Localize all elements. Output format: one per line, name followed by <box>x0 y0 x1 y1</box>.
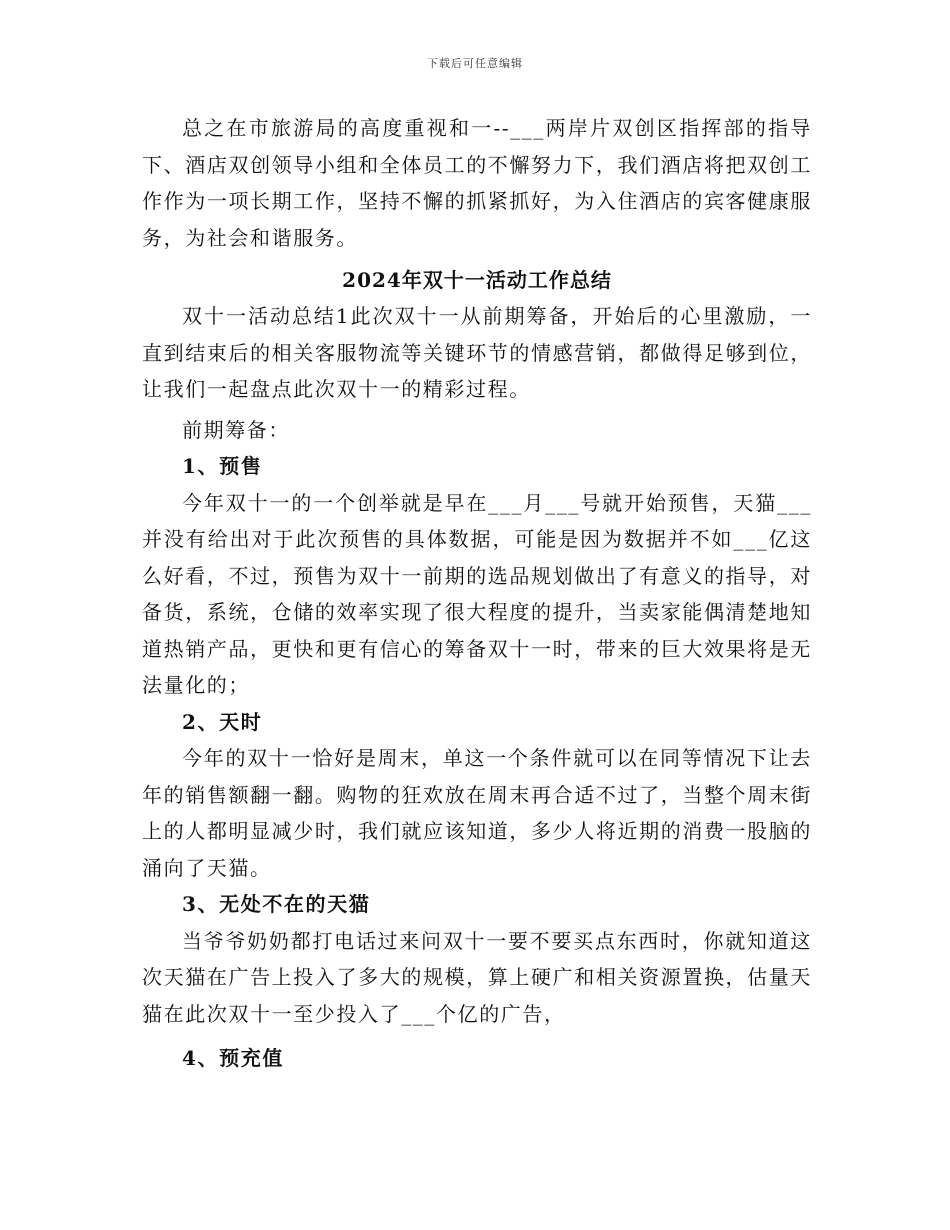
section-heading-prepay: 4、预充值 <box>182 1046 284 1070</box>
section-body-tmall: 当爷爷奶奶都打电话过来问双十一要不要买点东西时，你就知道这次天猫在广告上投入了多大的规模，算上硬广和相关资源置换，估量天猫在此次双十一至少投入了___个亿的广告， <box>142 928 812 1026</box>
document-title: 2024年双十一活动工作总结 <box>342 268 612 292</box>
section-body-presale: 今年双十一的一个创举就是早在___月___号就开始预售，天猫___并没有给出对于此次预售的具体数据，可能是因为数据并不如___亿这么好看，不过，预售为双十一前期的选品规划做出了有意义的指导，对备货，系统，仓储的效率实现了很大程度的提升，当卖家能偶清楚地知道热销产品，更快和更有信心的筹备双十一时，带来的巨大效果将是无法量化的； <box>142 490 812 697</box>
prep-label: 前期筹备： <box>182 417 290 442</box>
opening-paragraph: 双十一活动总结1此次双十一从前期筹备，开始后的心里激励，一直到结束后的相关客服物流等关键环节的情感营销，都做得足够到位，让我们一起盘点此次双十一的精彩过程。 <box>142 304 812 401</box>
section-heading-presale: 1、预售 <box>182 454 263 478</box>
intro-paragraph: 总之在市旅游局的高度重视和一--___两岸片双创区指挥部的指导下、酒店双创领导小组和全体员工的不懈努力下，我们酒店将把双创工作作为一项长期工作，坚持不懈的抓紧抓好，为入住酒店的宾客健康服务，为社会和谐服务。 <box>142 116 812 250</box>
section-heading-tmall: 3、无处不在的天猫 <box>182 892 371 916</box>
document-body <box>142 110 812 1077</box>
section-body-timing: 今年的双十一恰好是周末，单这一个条件就可以在同等情况下让去年的销售额翻一翻。购物的狂欢放在周末再合适不过了，当整个周末街上的人都明显减少时，我们就应该知道，多少人将近期的消费一股脑的涌向了天猫。 <box>142 746 812 880</box>
header-note: 下载后可任意编辑 <box>427 57 523 70</box>
section-heading-timing: 2、天时 <box>182 709 263 734</box>
